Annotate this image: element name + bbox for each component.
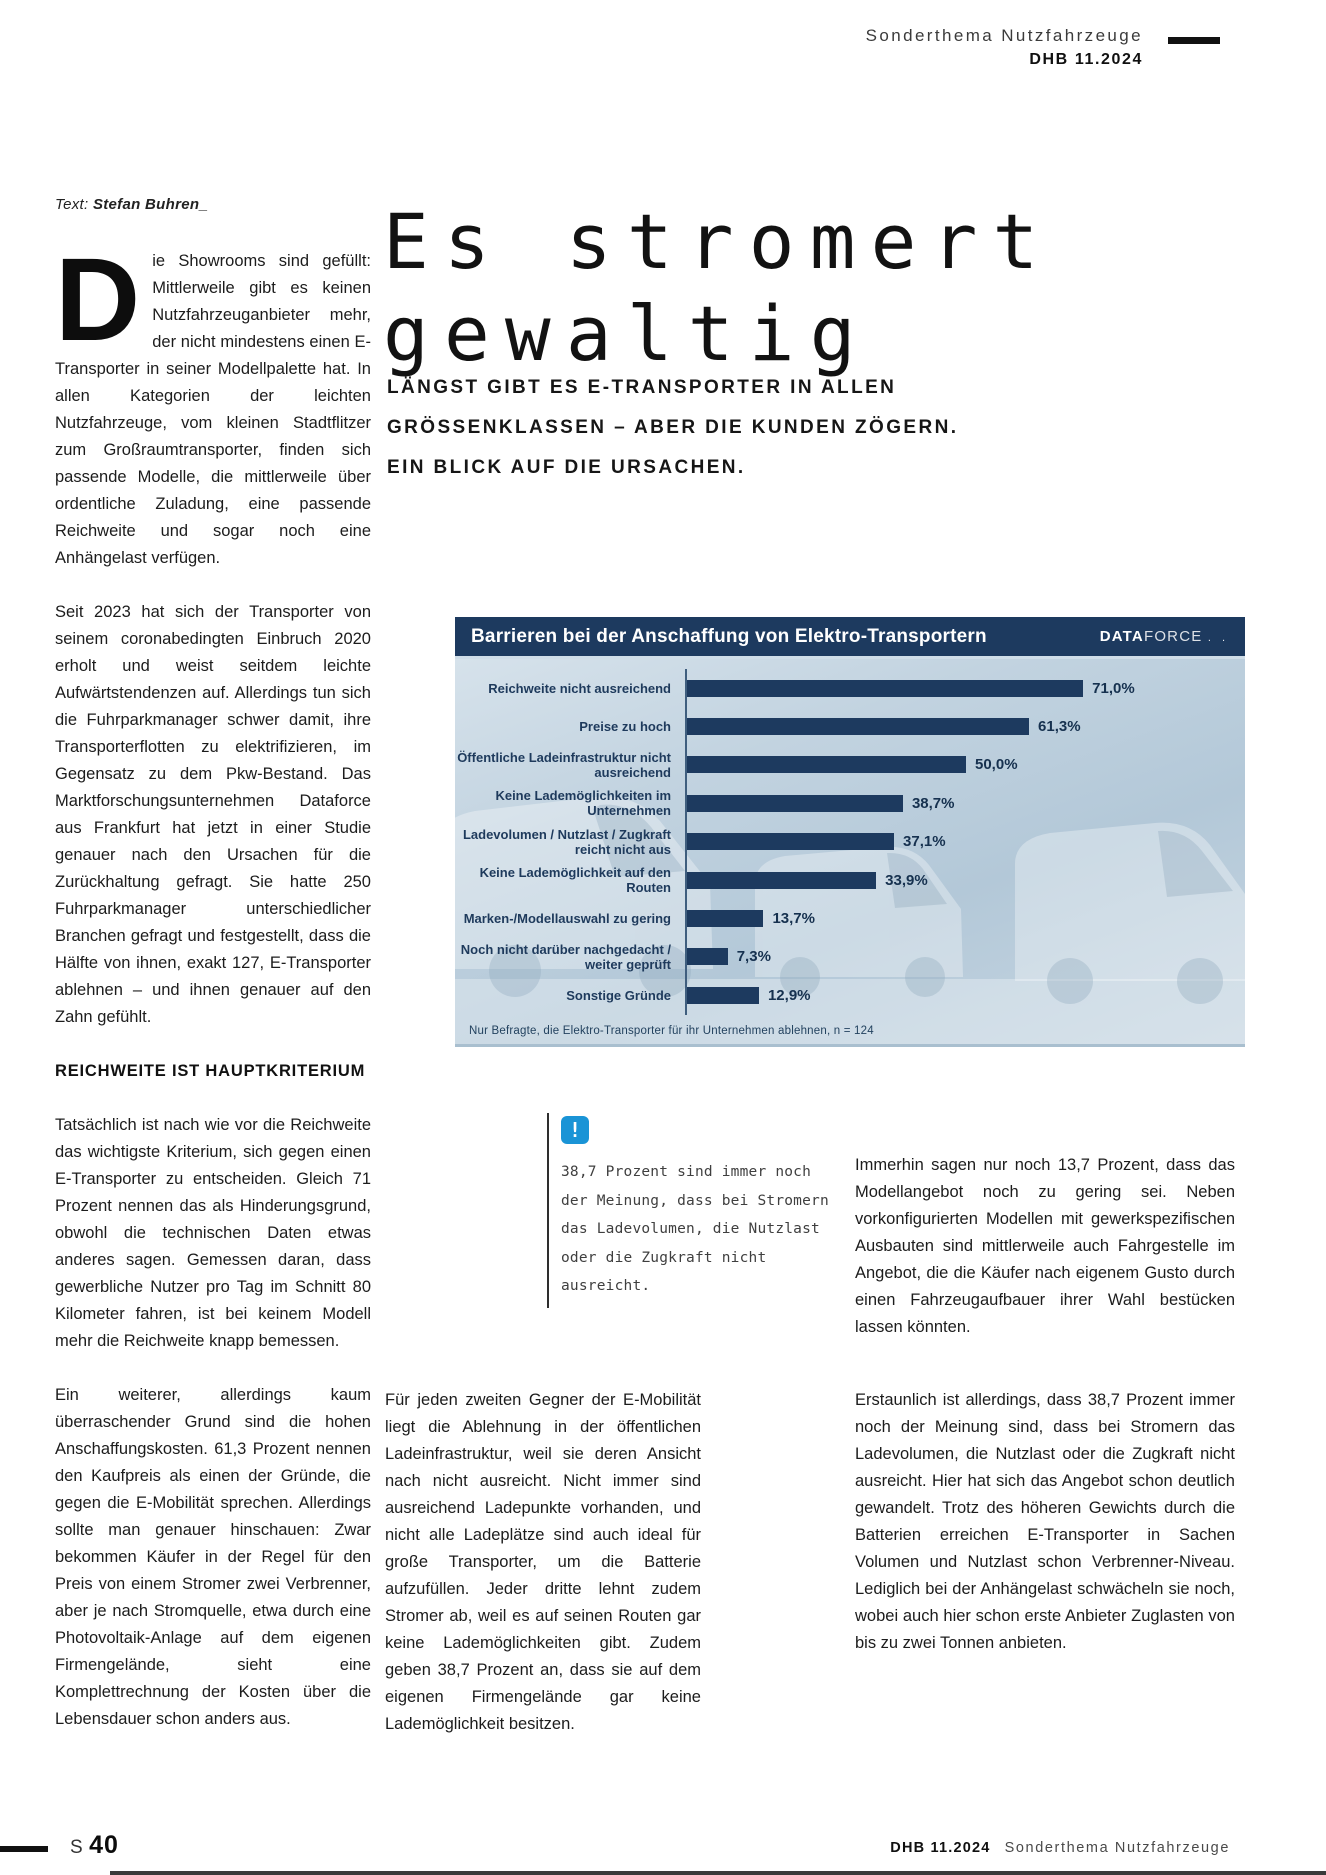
- chart-value-label: 50,0%: [975, 756, 1018, 774]
- chart-bar: [687, 680, 1083, 697]
- footer-section: Sonderthema Nutzfahrzeuge: [1004, 1840, 1230, 1856]
- paragraph: Ein weiterer, allerdings kaum überraschender Grund sind die hohen Anschaffungskosten. 61,3 Prozent nennen den Kaufpreis als einen der Gründe, die gegen die E-Mobilität sprechen. Allerdings sollte man genauer hinschauen: Zwar bekommen Käufer in der Regel für den Preis von einem Stromer zwei Verbrenner, aber je nach Stromquelle, etwa durch eine Photovoltaik-Anlage auf dem eigenen Firmengelände, sieht eine Komplettrechnung der Kosten über die Lebensdauer schon anders aus.: [55, 1386, 371, 1728]
- paragraph: Für jeden zweiten Gegner der E-Mobilität liegt die Ablehnung in der öffentlichen Ladeinfrastruktur, weil sie deren Ansicht nach nicht ausreicht. Nicht immer sind ausreichend Ladepunkte vorhanden, und nicht alle Ladeplätze sind auch ideal für große Transporter, um die Batterie aufzufüllen. Jeder dritte lehnt zudem Stromer ab, weil es auf seinen Routen gar keine Lademöglichkeiten gibt. Zudem geben 38,7 Prozent an, dass sie auf dem eigenen Firmengelände gar keine Lademöglichkeit besitzen.: [385, 1391, 701, 1733]
- logo-light: FORCE: [1143, 628, 1203, 645]
- chart-category-label: Reichweite nicht ausreichend: [488, 680, 671, 696]
- paragraph-text: ie Showrooms sind gefüllt: Mittlerweile gibt es keinen Nutzfahrzeuganbieter mehr, der nicht mindestens einen E-Transporter in seiner Modellpalette hat. In allen Kategorien der leichten Nutzfahrzeuge, vom kleinen Stadtflitzer zum Großraumtransporter, finden sich passende Modelle, die mittlerweile über ordentliche Zuladung, eine passende Reichweite und sogar noch eine Anhängelast verfügen.: [55, 252, 371, 567]
- chart-bar-track: [687, 795, 1245, 812]
- article-subtitle: [387, 368, 958, 488]
- chart-bar-track: [687, 910, 1245, 927]
- chart-row: [455, 746, 1245, 784]
- chart-bar-track: [687, 718, 1245, 735]
- article-column-left: [55, 234, 371, 1760]
- page-header: [866, 26, 1143, 69]
- paragraph: Erstaunlich ist allerdings, dass 38,7 Prozent immer noch der Meinung sind, dass bei Stromern das Ladevolumen, die Nutzlast oder die Zugkraft nicht ausreicht. Hier hat sich das Angebot schon deutlich gewandelt. Trotz des höheren Gewichts durch die Batterien erreichen E-Transporter in Sachen Volumen und Nutzlast schon Verbrenner-Niveau. Lediglich bei der Anhängelast schwächeln sie noch, wobei auch hier schon erste Anbieter Zuglasten von bis zu zwei Tonnen anbieten.: [855, 1391, 1235, 1652]
- chart-bar: [687, 718, 1029, 735]
- chart-bar-track: [687, 833, 1245, 850]
- chart-value-label: 37,1%: [903, 833, 946, 851]
- paragraph: Seit 2023 hat sich der Transporter von seinem coronabedingten Einbruch 2020 erholt und weist seitdem leichte Aufwärtstendenzen auf. Allerdings tun sich die Fuhrparkmanager schwer damit, ihre Transporterflotten zu elektrifizieren, im Gegensatz zu dem Pkw-Bestand. Das Marktforschungsunternehmen Dataforce aus Frankfurt hat jetzt in einer Studie genauer nach den Ursachen für die Zurückhaltung gefragt. Sie hatte 250 Fuhrparkmanager unterschiedlicher Branchen gefragt und festgestellt, dass die Hälfte von ihnen, exakt 127, E-Transporter ablehnen – und ihnen genauer auf den Zahn gefühlt.: [55, 603, 371, 1026]
- article-title: [383, 196, 1054, 380]
- page-bottom-rule: [110, 1871, 1326, 1875]
- chart-category-label: Sonstige Gründe: [566, 987, 671, 1003]
- dataforce-logo: [1100, 628, 1229, 645]
- chart-value-label: 13,7%: [772, 910, 815, 928]
- header-section-label: Sonderthema Nutzfahrzeuge: [865, 26, 1143, 45]
- chart-category-label: Keine Lademöglichkeiten im Unternehmen: [495, 788, 671, 819]
- chart-bar-track: [687, 948, 1245, 965]
- chart-title: Barrieren bei der Anschaffung von Elektro-Transportern: [471, 625, 987, 647]
- subtitle-line3: EIN BLICK AUF DIE URSACHEN.: [387, 457, 746, 478]
- chart-plot: [455, 659, 1245, 1044]
- paragraph: Tatsächlich ist nach wie vor die Reichweite das wichtigste Kriterium, sich gegen einen E-Transporter zu entscheiden. Gleich 71 Prozent nennen das als Hinderungsgrund, obwohl die technischen Daten etwas anderes sagen. Gemessen daran, dass gewerbliche Nutzer pro Tag im Schnitt 80 Kilometer fahren, ist bei keinem Modell mehr die Reichweite knapp bemessen.: [55, 1116, 371, 1350]
- dropcap: D: [55, 234, 139, 366]
- chart-value-label: 7,3%: [736, 948, 771, 966]
- paragraph: [55, 234, 371, 572]
- footer-page-number: [70, 1831, 119, 1860]
- chart-bar: [687, 872, 876, 889]
- byline-author: Stefan Buhren_: [92, 196, 208, 213]
- callout-rule: [547, 1113, 549, 1308]
- chart-category-label: Öffentliche Ladeinfrastruktur nicht ausreichend: [457, 749, 671, 780]
- chart-rows: [455, 669, 1245, 1015]
- chart-category-label: Keine Lademöglichkeit auf den Routen: [479, 865, 671, 896]
- chart-category-label: Marken-/Modellauswahl zu gering: [463, 911, 671, 927]
- footer-issue: DHB 11.2024: [890, 1840, 991, 1856]
- chart-bar: [687, 910, 763, 927]
- chart-value-label: 33,9%: [885, 871, 928, 889]
- chart-bar-track: [687, 987, 1245, 1004]
- barriers-chart: [455, 617, 1245, 1047]
- chart-value-label: 12,9%: [767, 986, 811, 1004]
- chart-row: [455, 669, 1245, 707]
- chart-row: [455, 784, 1245, 822]
- chart-footnote: Nur Befragte, die Elektro-Transporter für ihr Unternehmen ablehnen, n = 124: [469, 1025, 874, 1037]
- article-title-line2: gewaltig: [383, 289, 871, 378]
- subtitle-line2: GRÖSSENKLASSEN – ABER DIE KUNDEN ZÖGERN.: [387, 417, 959, 438]
- chart-row: [455, 899, 1245, 937]
- logo-bold: DATA: [1099, 628, 1144, 645]
- footer-page-num: 40: [89, 1831, 119, 1859]
- article-column-middle: [385, 1387, 701, 1765]
- chart-value-label: 38,7%: [911, 794, 955, 812]
- section-subhead: REICHWEITE IST HAUPTKRITERIUM: [55, 1062, 366, 1080]
- chart-bar: [687, 948, 728, 965]
- chart-row: [455, 707, 1245, 745]
- chart-bar: [687, 833, 894, 850]
- footer-rule: [0, 1846, 48, 1852]
- exclamation-icon: !: [561, 1116, 589, 1144]
- chart-row: [455, 938, 1245, 976]
- paragraph: Immerhin sagen nur noch 13,7 Prozent, dass das Modellangebot noch zu gering sei. Neben vorkonfigurierten Modellen mit gewerkspezifischen Ausbauten sind mittlerweile auch Fahrgestelle im Angebot, die die Käufer nach eigenem Gusto durch einen Fahrzeugaufbauer ihrer Wahl bestücken lassen könnten.: [855, 1156, 1235, 1336]
- callout-text: 38,7 Prozent sind immer noch der Meinung, dass bei Stromern das Ladevolumen, die Nutzlast oder die Zugkraft nicht ausreicht.: [561, 1164, 829, 1294]
- article-column-right: [855, 1152, 1235, 1684]
- chart-value-label: 61,3%: [1038, 718, 1081, 736]
- chart-category-label: Ladevolumen / Nutzlast / Zugkraft reicht nicht aus: [462, 826, 671, 857]
- chart-row: [455, 976, 1245, 1014]
- chart-bar: [687, 756, 966, 773]
- byline-prefix: Text:: [55, 196, 89, 213]
- footer-meta: [890, 1840, 1230, 1856]
- chart-row: [455, 861, 1245, 899]
- article-title-line1: Es stromert: [383, 197, 1054, 286]
- chart-header: [455, 617, 1245, 659]
- chart-bar: [687, 795, 903, 812]
- chart-value-label: 71,0%: [1092, 679, 1135, 697]
- chart-bar-track: [687, 680, 1245, 697]
- chart-bar-track: [687, 756, 1245, 773]
- chart-bar-track: [687, 872, 1245, 889]
- subtitle-line1: LÄNGST GIBT ES E-TRANSPORTER IN ALLEN: [387, 377, 897, 398]
- chart-category-label: Noch nicht darüber nachgedacht / weiter geprüft: [460, 941, 671, 972]
- chart-row: [455, 823, 1245, 861]
- logo-dots: . .: [1207, 632, 1229, 644]
- header-issue-label: DHB 11.2024: [1029, 51, 1143, 68]
- chart-bar: [687, 987, 759, 1004]
- header-rule: [1168, 37, 1220, 44]
- footer-page-prefix: S: [70, 1837, 85, 1858]
- byline: [55, 196, 208, 213]
- chart-category-label: Preise zu hoch: [579, 719, 671, 735]
